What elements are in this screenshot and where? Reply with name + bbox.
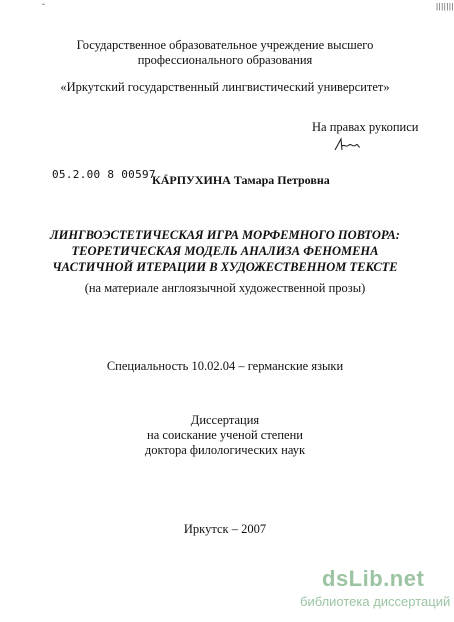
- title-subtitle: (на материале англоязычной художественной прозы): [84, 281, 366, 295]
- institution-line-1: Государственное образовательное учреждение высшего: [76, 38, 374, 52]
- university-name: «Иркутский государственный лингвистический университет»: [60, 80, 390, 94]
- watermark-subtitle: библиотека диссертаций: [300, 594, 451, 609]
- manuscript-rights: На правах рукописи: [312, 120, 419, 134]
- title-line-1: ЛИНГВОЭСТЕТИЧЕСКАЯ ИГРА МОРФЕМНОГО ПОВТОРА:: [50, 228, 400, 242]
- title-line-3: ЧАСТИЧНОЙ ИТЕРАЦИИ В ХУДОЖЕСТВЕННОМ ТЕКСТЕ: [52, 260, 398, 274]
- city-year: Иркутск – 2007: [183, 522, 267, 536]
- author-name: КАРПУХИНА Тамара Петровна: [152, 173, 330, 187]
- thesis-type: Диссертация: [190, 413, 260, 427]
- scan-tick-mark: ˇ: [42, 2, 45, 12]
- registration-code: 05.2.00 8 00597 -: [52, 168, 170, 181]
- scan-corner-mark: |||||||: [436, 2, 454, 11]
- title-line-2: ТЕОРЕТИЧЕСКАЯ МОДЕЛЬ АНАЛИЗА ФЕНОМЕНА: [71, 244, 379, 258]
- institution-line-2: профессионального образования: [137, 53, 313, 67]
- specialty: Специальность 10.02.04 – германские языки: [106, 359, 344, 373]
- thesis-degree-field: доктора филологических наук: [144, 443, 306, 457]
- thesis-degree-line: на соискание ученой степени: [147, 428, 303, 442]
- signature-image: [333, 135, 361, 155]
- watermark-logo: dsLib.net: [322, 566, 425, 591]
